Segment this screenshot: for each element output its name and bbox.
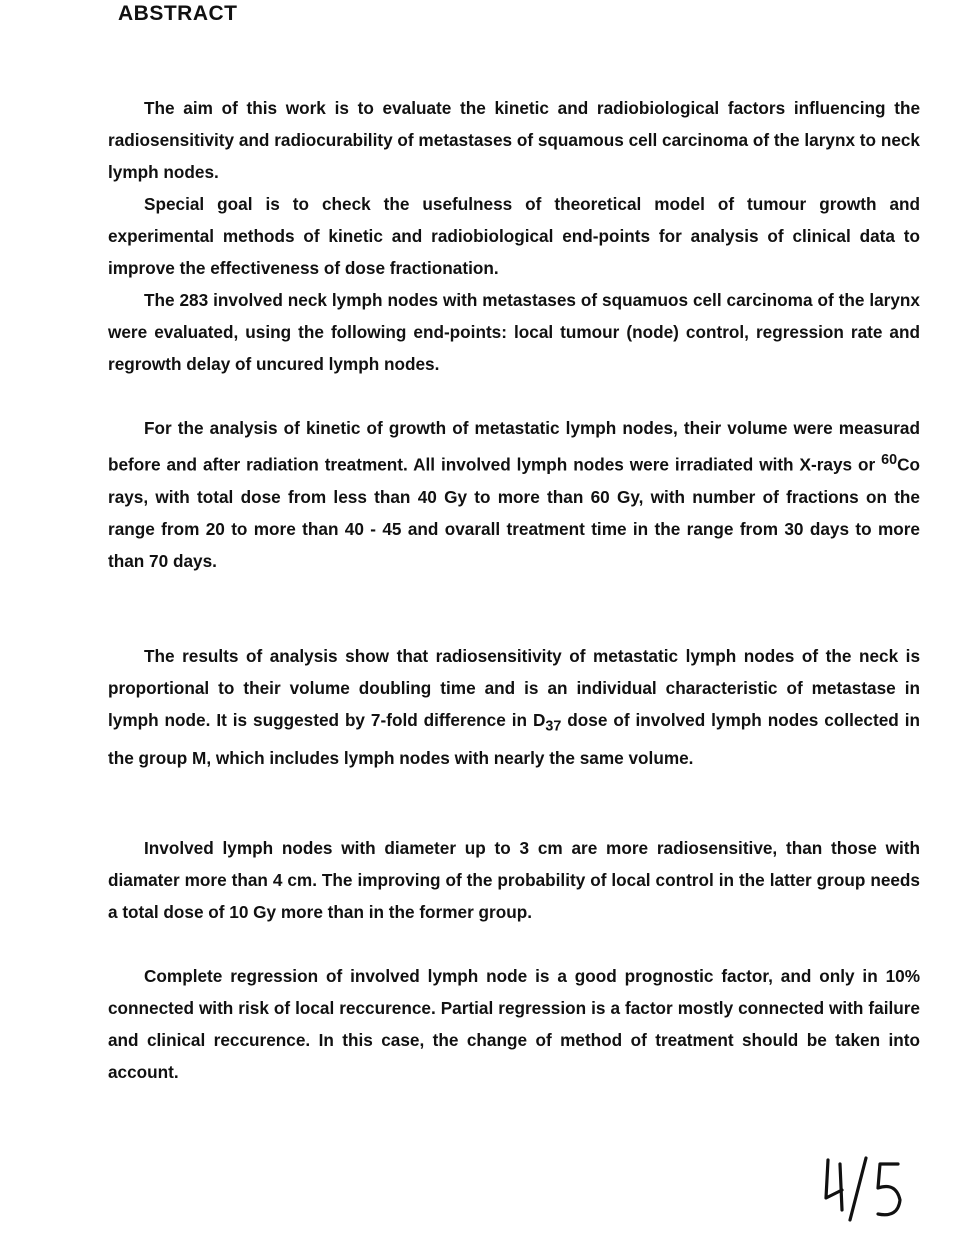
regression-text: Complete regression of involved lymph node is a good prognostic factor, and only in 10% connected with risk of local reccurence. Partial regression is a factor mostly connected with failure and clinical reccurence. In this case, the change of method of treatment should be taken into account.	[108, 966, 920, 1082]
paragraph-regression	[108, 960, 920, 1088]
results-continued-text: dose of involved lymph nodes collected in the group M, which includes lymph nodes with nearly the same volume.	[108, 710, 920, 769]
irradiation-text: All involved lymph nodes were irradiated with X-rays or	[413, 454, 876, 475]
abstract-heading: ABSTRACT	[118, 2, 238, 25]
aim-text: The aim of this work is to evaluate the kinetic and radiobiological factors influencing the radiosensitivity and radiocurability of metastases of squamous cell carcinoma of the larynx to neck lymph nodes.	[108, 98, 920, 182]
paragraph-results	[108, 640, 920, 774]
handwritten-page-mark	[818, 1150, 908, 1230]
paragraph-nodes-evaluated	[108, 284, 920, 380]
paragraph-growth-analysis	[108, 412, 920, 577]
dose-range-text: Co rays, with total dose from less than 40 Gy to more than 60 Gy, with number of fractions on the range from 20 to more than 40 - 45 and ovarall treatment time in the range from 30 days to more than 70 days.	[108, 454, 921, 571]
paragraph-diameter	[108, 832, 920, 928]
cobalt-superscript: 60	[881, 452, 898, 468]
nodes-evaluated-text: The 283 involved neck lymph nodes with metastases of squamuos cell carcinoma of the larynx were evaluated, using the following end-points: local tumour (node) control, regression rate and regrowth delay of uncured lymph nodes.	[108, 290, 920, 374]
paragraph-special-goal	[108, 188, 920, 284]
special-goal-text: Special goal is to check the usefulness of theoretical model of tumour growth and experimental methods of kinetic and radiobiological end-points for analysis of clinical data to improve the effectiveness of dose fractionation.	[108, 194, 920, 278]
results-text: The results of analysis show that radiosensitivity of metastatic lymph nodes of the neck is proportional to their volume doubling time and is an individual characteristic of metastase in lymph node. It is suggested by 7-fold difference in D	[108, 646, 920, 730]
diameter-text: Involved lymph nodes with diameter up to 3 cm are more radiosensitive, than those with diamater more than 4 cm. The improving of the probability of local control in the latter group needs a total dose of 10 Gy more than in the former group.	[108, 838, 920, 922]
d37-subscript: 37	[545, 718, 562, 735]
growth-analysis-text: For the analysis of kinetic of growth of metastatic lymph nodes, their volume were measurad before and after radiation treatment.	[108, 418, 920, 475]
paragraph-aim	[108, 92, 920, 188]
